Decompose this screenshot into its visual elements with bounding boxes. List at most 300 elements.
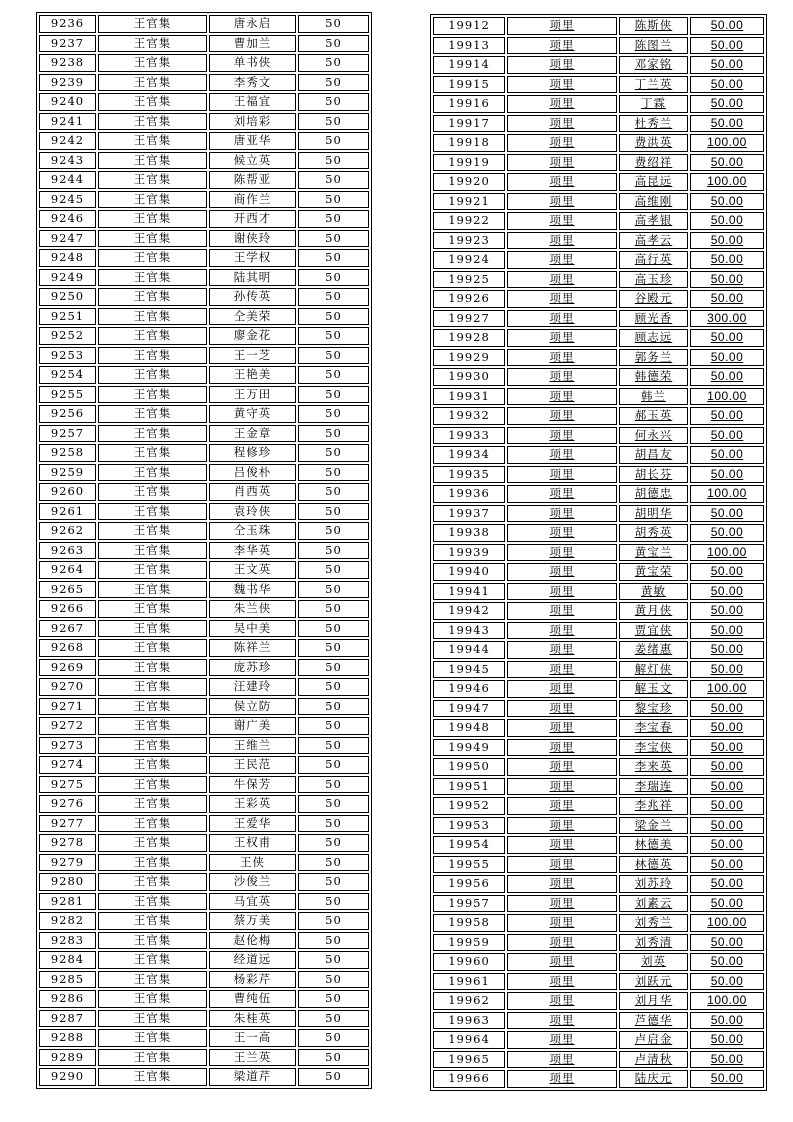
amount-cell: 50 [298, 815, 369, 833]
name-cell: 肖西英 [209, 483, 296, 501]
id-cell: 19964 [433, 1031, 505, 1049]
name-cell: 李秀文 [209, 74, 296, 92]
name-cell: 唐永启 [209, 15, 296, 33]
amount-cell: 50.00 [690, 895, 764, 913]
right-roster-body [433, 17, 764, 1088]
id-cell: 19942 [433, 602, 505, 620]
name-cell: 刘秀兰 [619, 914, 688, 932]
place-cell: 王官集 [98, 386, 207, 404]
amount-cell: 100.00 [690, 134, 764, 152]
place-cell: 项里 [507, 856, 617, 874]
id-cell: 9261 [39, 503, 96, 521]
amount-cell: 50.00 [690, 37, 764, 55]
name-cell: 侯立防 [209, 698, 296, 716]
id-cell: 19921 [433, 193, 505, 211]
place-cell: 王官集 [98, 93, 207, 111]
table-row [433, 739, 764, 757]
amount-cell: 50 [298, 776, 369, 794]
amount-cell: 50 [298, 1068, 369, 1086]
id-cell: 9288 [39, 1029, 96, 1047]
id-cell: 9257 [39, 425, 96, 443]
name-cell: 仝美荣 [209, 308, 296, 326]
id-cell: 9283 [39, 932, 96, 950]
amount-cell: 50.00 [690, 1012, 764, 1030]
id-cell: 19929 [433, 349, 505, 367]
place-cell: 王官集 [98, 1068, 207, 1086]
name-cell: 高孝银 [619, 212, 688, 230]
place-cell: 王官集 [98, 1010, 207, 1028]
name-cell: 谢广美 [209, 717, 296, 735]
table-row [433, 290, 764, 308]
place-cell: 王官集 [98, 327, 207, 345]
amount-cell: 50 [298, 756, 369, 774]
table-row [433, 154, 764, 172]
name-cell: 曹纯伍 [209, 990, 296, 1008]
amount-cell: 50.00 [690, 641, 764, 659]
place-cell: 王官集 [98, 542, 207, 560]
amount-cell: 50.00 [690, 973, 764, 991]
id-cell: 9276 [39, 795, 96, 813]
place-cell: 项里 [507, 1031, 617, 1049]
name-cell: 程修珍 [209, 444, 296, 462]
amount-cell: 50.00 [690, 856, 764, 874]
place-cell: 王官集 [98, 717, 207, 735]
id-cell: 19955 [433, 856, 505, 874]
name-cell: 韩德荣 [619, 368, 688, 386]
amount-cell: 50 [298, 425, 369, 443]
place-cell: 项里 [507, 154, 617, 172]
name-cell: 黄宝荣 [619, 563, 688, 581]
amount-cell: 50.00 [690, 700, 764, 718]
table-row [39, 581, 369, 599]
name-cell: 王学权 [209, 249, 296, 267]
place-cell: 项里 [507, 37, 617, 55]
id-cell: 9238 [39, 54, 96, 72]
amount-cell: 50 [298, 366, 369, 384]
amount-cell: 50.00 [690, 56, 764, 74]
id-cell: 9281 [39, 893, 96, 911]
place-cell: 王官集 [98, 893, 207, 911]
table-row [39, 737, 369, 755]
name-cell: 王福宜 [209, 93, 296, 111]
table-row [39, 893, 369, 911]
amount-cell: 50 [298, 210, 369, 228]
amount-cell: 50 [298, 249, 369, 267]
name-cell: 林德美 [619, 836, 688, 854]
place-cell: 项里 [507, 17, 617, 35]
id-cell: 9273 [39, 737, 96, 755]
place-cell: 项里 [507, 602, 617, 620]
id-cell: 9249 [39, 269, 96, 287]
place-cell: 王官集 [98, 425, 207, 443]
place-cell: 项里 [507, 719, 617, 737]
place-cell: 王官集 [98, 971, 207, 989]
table-row [433, 56, 764, 74]
place-cell: 项里 [507, 310, 617, 328]
amount-cell: 50.00 [690, 368, 764, 386]
table-row [39, 15, 369, 33]
amount-cell: 50 [298, 288, 369, 306]
name-cell: 袁玲侠 [209, 503, 296, 521]
name-cell: 胡明华 [619, 505, 688, 523]
table-row [433, 661, 764, 679]
table-row [433, 212, 764, 230]
id-cell: 19941 [433, 583, 505, 601]
table-row [39, 522, 369, 540]
amount-cell: 300.00 [690, 310, 764, 328]
name-cell: 陈斯侠 [619, 17, 688, 35]
id-cell: 9246 [39, 210, 96, 228]
table-row [39, 405, 369, 423]
place-cell: 项里 [507, 466, 617, 484]
table-row [433, 349, 764, 367]
place-cell: 王官集 [98, 1029, 207, 1047]
amount-cell: 50.00 [690, 1051, 764, 1069]
id-cell: 19946 [433, 680, 505, 698]
amount-cell: 50 [298, 951, 369, 969]
place-cell: 项里 [507, 641, 617, 659]
place-cell: 王官集 [98, 912, 207, 930]
amount-cell: 50.00 [690, 778, 764, 796]
id-cell: 9289 [39, 1049, 96, 1067]
amount-cell: 50 [298, 230, 369, 248]
name-cell: 魏书华 [209, 581, 296, 599]
id-cell: 19924 [433, 251, 505, 269]
place-cell: 项里 [507, 700, 617, 718]
name-cell: 黄敏 [619, 583, 688, 601]
amount-cell: 50.00 [690, 466, 764, 484]
id-cell: 19966 [433, 1070, 505, 1088]
table-row [39, 776, 369, 794]
id-cell: 19951 [433, 778, 505, 796]
name-cell: 黄宝兰 [619, 544, 688, 562]
name-cell: 牛保芳 [209, 776, 296, 794]
amount-cell: 50 [298, 990, 369, 1008]
place-cell: 项里 [507, 914, 617, 932]
amount-cell: 50 [298, 444, 369, 462]
name-cell: 曹加兰 [209, 35, 296, 53]
id-cell: 19932 [433, 407, 505, 425]
id-cell: 19956 [433, 875, 505, 893]
id-cell: 19931 [433, 388, 505, 406]
place-cell: 项里 [507, 739, 617, 757]
id-cell: 19930 [433, 368, 505, 386]
name-cell: 郭务兰 [619, 349, 688, 367]
name-cell: 胡长芬 [619, 466, 688, 484]
place-cell: 项里 [507, 193, 617, 211]
table-row [39, 386, 369, 404]
amount-cell: 50.00 [690, 661, 764, 679]
name-cell: 陆庆元 [619, 1070, 688, 1088]
name-cell: 高维刚 [619, 193, 688, 211]
name-cell: 顾志远 [619, 329, 688, 347]
name-cell: 李瑞连 [619, 778, 688, 796]
id-cell: 9267 [39, 620, 96, 638]
place-cell: 项里 [507, 76, 617, 94]
amount-cell: 50 [298, 54, 369, 72]
id-cell: 19925 [433, 271, 505, 289]
place-cell: 项里 [507, 797, 617, 815]
table-row [433, 1012, 764, 1030]
id-cell: 19927 [433, 310, 505, 328]
place-cell: 王官集 [98, 15, 207, 33]
id-cell: 19948 [433, 719, 505, 737]
place-cell: 项里 [507, 349, 617, 367]
amount-cell: 50 [298, 678, 369, 696]
amount-cell: 50.00 [690, 95, 764, 113]
place-cell: 项里 [507, 836, 617, 854]
place-cell: 王官集 [98, 581, 207, 599]
name-cell: 韩兰 [619, 388, 688, 406]
id-cell: 9266 [39, 600, 96, 618]
place-cell: 王官集 [98, 308, 207, 326]
place-cell: 王官集 [98, 483, 207, 501]
place-cell: 王官集 [98, 522, 207, 540]
amount-cell: 50.00 [690, 271, 764, 289]
table-row [39, 951, 369, 969]
table-row [39, 171, 369, 189]
place-cell: 王官集 [98, 834, 207, 852]
id-cell: 19962 [433, 992, 505, 1010]
amount-cell: 50 [298, 971, 369, 989]
table-row [39, 483, 369, 501]
name-cell: 王文英 [209, 561, 296, 579]
amount-cell: 100.00 [690, 992, 764, 1010]
amount-cell: 50.00 [690, 446, 764, 464]
amount-cell: 50.00 [690, 1031, 764, 1049]
amount-cell: 50.00 [690, 427, 764, 445]
name-cell: 单书侠 [209, 54, 296, 72]
amount-cell: 50 [298, 308, 369, 326]
name-cell: 胡昌友 [619, 446, 688, 464]
name-cell: 林德英 [619, 856, 688, 874]
id-cell: 9260 [39, 483, 96, 501]
id-cell: 9274 [39, 756, 96, 774]
name-cell: 廖金花 [209, 327, 296, 345]
place-cell: 项里 [507, 56, 617, 74]
name-cell: 邓家铭 [619, 56, 688, 74]
name-cell: 王民范 [209, 756, 296, 774]
table-row [39, 288, 369, 306]
place-cell: 王官集 [98, 132, 207, 150]
name-cell: 孙传英 [209, 288, 296, 306]
amount-cell: 50.00 [690, 1070, 764, 1088]
id-cell: 19914 [433, 56, 505, 74]
name-cell: 马宜英 [209, 893, 296, 911]
amount-cell: 50 [298, 581, 369, 599]
table-row [433, 505, 764, 523]
name-cell: 王金章 [209, 425, 296, 443]
id-cell: 9272 [39, 717, 96, 735]
amount-cell: 50 [298, 893, 369, 911]
amount-cell: 50.00 [690, 836, 764, 854]
amount-cell: 50.00 [690, 290, 764, 308]
amount-cell: 50.00 [690, 817, 764, 835]
place-cell: 项里 [507, 95, 617, 113]
id-cell: 9251 [39, 308, 96, 326]
right-roster-table [430, 14, 767, 1091]
id-cell: 9245 [39, 191, 96, 209]
amount-cell: 50.00 [690, 563, 764, 581]
place-cell: 项里 [507, 485, 617, 503]
id-cell: 9290 [39, 1068, 96, 1086]
place-cell: 王官集 [98, 737, 207, 755]
name-cell: 朱桂英 [209, 1010, 296, 1028]
table-row [433, 466, 764, 484]
amount-cell: 50.00 [690, 17, 764, 35]
amount-cell: 100.00 [690, 388, 764, 406]
place-cell: 项里 [507, 271, 617, 289]
place-cell: 项里 [507, 427, 617, 445]
place-cell: 王官集 [98, 74, 207, 92]
table-row [39, 308, 369, 326]
name-cell: 陈图兰 [619, 37, 688, 55]
name-cell: 高孝云 [619, 232, 688, 250]
amount-cell: 100.00 [690, 680, 764, 698]
amount-cell: 50.00 [690, 505, 764, 523]
table-row [39, 210, 369, 228]
id-cell: 9265 [39, 581, 96, 599]
table-row [39, 249, 369, 267]
name-cell: 黄守英 [209, 405, 296, 423]
name-cell: 陆其明 [209, 269, 296, 287]
id-cell: 19920 [433, 173, 505, 191]
table-row [433, 914, 764, 932]
amount-cell: 50 [298, 93, 369, 111]
table-row [39, 444, 369, 462]
name-cell: 李兆祥 [619, 797, 688, 815]
name-cell: 吕俊朴 [209, 464, 296, 482]
place-cell: 项里 [507, 992, 617, 1010]
name-cell: 王爱华 [209, 815, 296, 833]
table-row [433, 583, 764, 601]
place-cell: 项里 [507, 583, 617, 601]
place-cell: 王官集 [98, 561, 207, 579]
amount-cell: 50.00 [690, 739, 764, 757]
amount-cell: 50 [298, 191, 369, 209]
place-cell: 王官集 [98, 659, 207, 677]
id-cell: 19939 [433, 544, 505, 562]
name-cell: 赵伦梅 [209, 932, 296, 950]
table-row [39, 366, 369, 384]
id-cell: 9244 [39, 171, 96, 189]
place-cell: 项里 [507, 290, 617, 308]
place-cell: 项里 [507, 212, 617, 230]
place-cell: 王官集 [98, 210, 207, 228]
table-row [39, 113, 369, 131]
name-cell: 刘英 [619, 953, 688, 971]
place-cell: 王官集 [98, 366, 207, 384]
name-cell: 王兰英 [209, 1049, 296, 1067]
name-cell: 李来英 [619, 758, 688, 776]
amount-cell: 50 [298, 659, 369, 677]
place-cell: 王官集 [98, 873, 207, 891]
amount-cell: 50.00 [690, 251, 764, 269]
amount-cell: 50.00 [690, 329, 764, 347]
amount-cell: 50.00 [690, 115, 764, 133]
table-row [433, 271, 764, 289]
name-cell: 高昆远 [619, 173, 688, 191]
name-cell: 刘月华 [619, 992, 688, 1010]
place-cell: 项里 [507, 232, 617, 250]
place-cell: 项里 [507, 329, 617, 347]
amount-cell: 100.00 [690, 173, 764, 191]
table-row [39, 717, 369, 735]
amount-cell: 50.00 [690, 193, 764, 211]
id-cell: 9278 [39, 834, 96, 852]
table-row [39, 74, 369, 92]
name-cell: 费绍祥 [619, 154, 688, 172]
id-cell: 9242 [39, 132, 96, 150]
table-row [39, 1010, 369, 1028]
place-cell: 王官集 [98, 698, 207, 716]
amount-cell: 50 [298, 503, 369, 521]
name-cell: 候立英 [209, 152, 296, 170]
id-cell: 19952 [433, 797, 505, 815]
id-cell: 9286 [39, 990, 96, 1008]
amount-cell: 100.00 [690, 485, 764, 503]
place-cell: 项里 [507, 544, 617, 562]
name-cell: 芦德华 [619, 1012, 688, 1030]
place-cell: 王官集 [98, 464, 207, 482]
table-row [39, 1049, 369, 1067]
table-row [433, 856, 764, 874]
table-row [433, 407, 764, 425]
id-cell: 19922 [433, 212, 505, 230]
name-cell: 黎宝珍 [619, 700, 688, 718]
table-row [433, 875, 764, 893]
table-row [433, 953, 764, 971]
table-row [39, 990, 369, 1008]
id-cell: 19954 [433, 836, 505, 854]
amount-cell: 50 [298, 386, 369, 404]
id-cell: 9236 [39, 15, 96, 33]
place-cell: 项里 [507, 134, 617, 152]
id-cell: 19928 [433, 329, 505, 347]
id-cell: 9285 [39, 971, 96, 989]
name-cell: 沙俊兰 [209, 873, 296, 891]
id-cell: 9250 [39, 288, 96, 306]
table-row [433, 368, 764, 386]
id-cell: 9287 [39, 1010, 96, 1028]
place-cell: 项里 [507, 251, 617, 269]
name-cell: 谢侠玲 [209, 230, 296, 248]
table-row [39, 659, 369, 677]
table-row [39, 54, 369, 72]
place-cell: 王官集 [98, 854, 207, 872]
id-cell: 19926 [433, 290, 505, 308]
name-cell: 梁道芹 [209, 1068, 296, 1086]
amount-cell: 50.00 [690, 758, 764, 776]
place-cell: 项里 [507, 680, 617, 698]
id-cell: 9279 [39, 854, 96, 872]
table-row [433, 76, 764, 94]
id-cell: 9252 [39, 327, 96, 345]
amount-cell: 50 [298, 171, 369, 189]
table-row [39, 873, 369, 891]
name-cell: 刘秀清 [619, 934, 688, 952]
left-roster-table [36, 12, 372, 1089]
amount-cell: 50 [298, 132, 369, 150]
name-cell: 解玉文 [619, 680, 688, 698]
table-row [433, 17, 764, 35]
id-cell: 19961 [433, 973, 505, 991]
id-cell: 19958 [433, 914, 505, 932]
place-cell: 项里 [507, 758, 617, 776]
id-cell: 19918 [433, 134, 505, 152]
table-row [39, 542, 369, 560]
name-cell: 王侠 [209, 854, 296, 872]
